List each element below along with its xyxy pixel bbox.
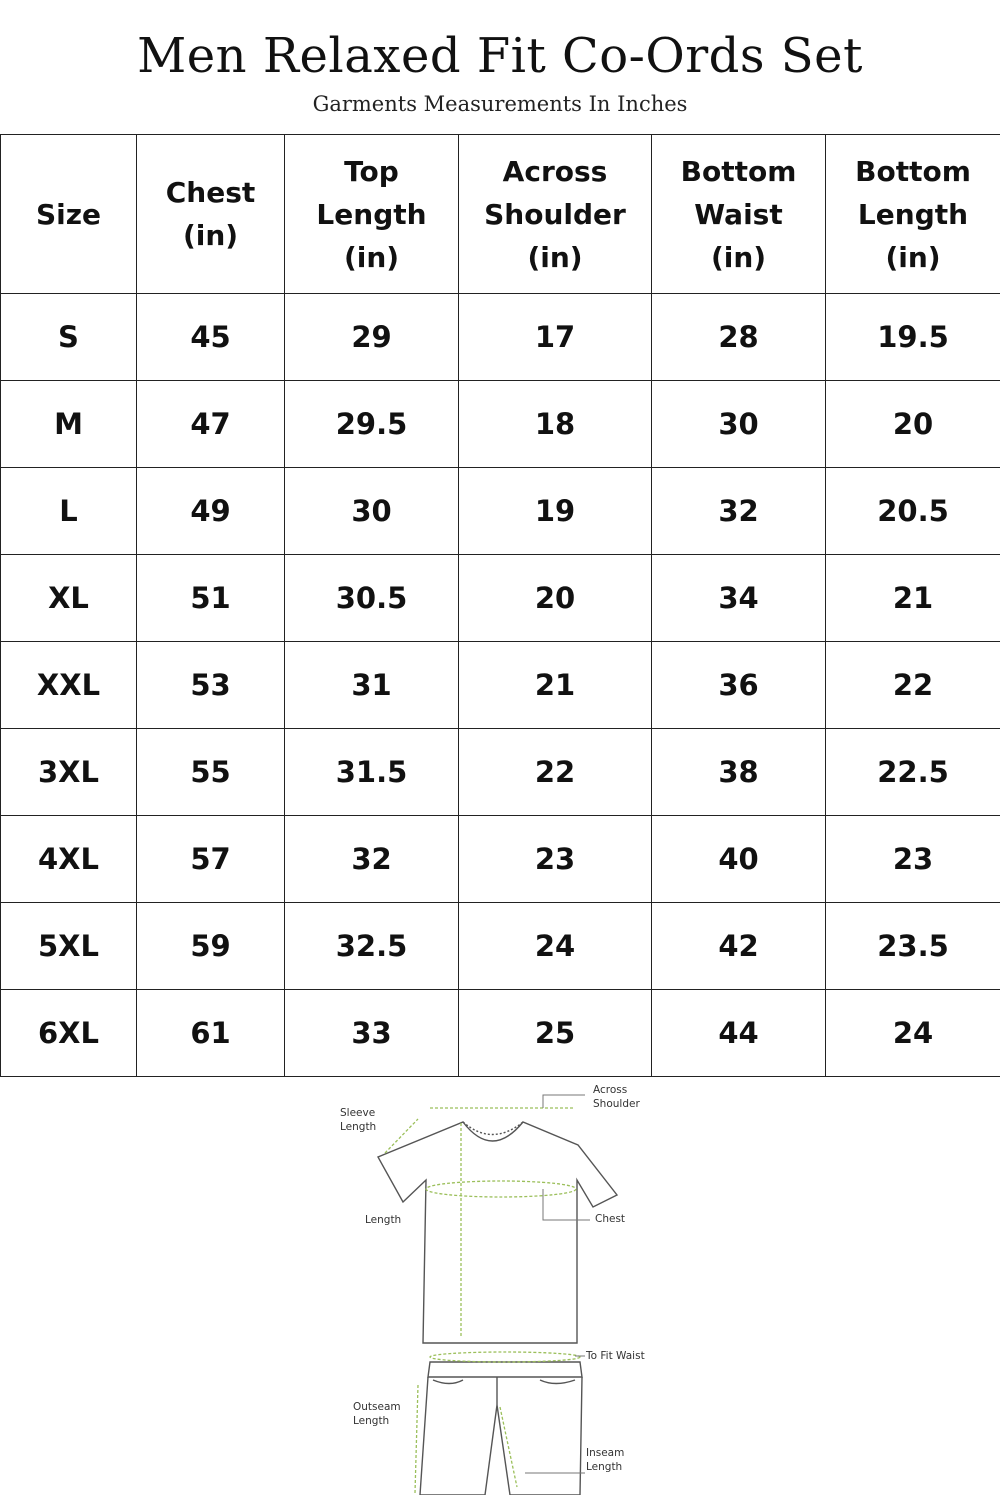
table-row	[1, 555, 1000, 642]
measurement-cell: 29.5	[285, 381, 459, 468]
size-cell: XL	[1, 555, 137, 642]
shorts-drawing	[420, 1362, 582, 1495]
measurement-cell: 31	[285, 642, 459, 729]
table-row	[1, 468, 1000, 555]
measurement-cell: 47	[137, 381, 285, 468]
measurement-cell: 30.5	[285, 555, 459, 642]
measurement-cell: 34	[652, 555, 826, 642]
measurement-cell: 22.5	[826, 729, 1000, 816]
measurement-cell: 25	[459, 990, 652, 1077]
measurement-cell: 40	[652, 816, 826, 903]
column-header-line: (in)	[182, 219, 239, 252]
size-cell: 3XL	[1, 729, 137, 816]
measurement-cell: 38	[652, 729, 826, 816]
column-header-line: (in)	[710, 240, 767, 274]
measurement-cell: 23.5	[826, 903, 1000, 990]
measurement-cell: 32	[285, 816, 459, 903]
measurement-cell: 21	[826, 555, 1000, 642]
size-chart-table	[0, 134, 1000, 1077]
size-cell: L	[1, 468, 137, 555]
measurement-cell: 32.5	[285, 903, 459, 990]
table-row	[1, 381, 1000, 468]
measurement-cell: 59	[137, 903, 285, 990]
column-header-line: Top Length	[316, 154, 427, 231]
measurement-cell: 23	[459, 816, 652, 903]
table-row	[1, 990, 1000, 1077]
column-header	[137, 135, 285, 294]
measurement-cell: 33	[285, 990, 459, 1077]
column-header-line: Waist	[694, 197, 783, 231]
measurement-cell: 57	[137, 816, 285, 903]
column-header-line: Length	[857, 197, 969, 231]
tshirt-drawing	[378, 1122, 617, 1343]
label-sleeve-length-1: Sleeve	[340, 1107, 376, 1119]
measurement-cell: 19.5	[826, 294, 1000, 381]
garment-illustration	[285, 1075, 675, 1495]
measurement-cell: 22	[459, 729, 652, 816]
measurement-cell: 29	[285, 294, 459, 381]
column-header-line: (in)	[343, 240, 400, 274]
table-header-row	[1, 135, 1000, 294]
size-cell: 4XL	[1, 816, 137, 903]
measurement-cell: 31.5	[285, 729, 459, 816]
column-header	[1, 135, 137, 294]
measurement-cell: 30	[285, 468, 459, 555]
table-row	[1, 642, 1000, 729]
measurement-cell: 55	[137, 729, 285, 816]
label-length: Length	[365, 1214, 402, 1226]
measurement-cell: 24	[826, 990, 1000, 1077]
column-header-line: Across	[502, 154, 608, 188]
column-header-line: Bottom	[855, 154, 971, 188]
measurement-cell: 20.5	[826, 468, 1000, 555]
measurement-cell: 21	[459, 642, 652, 729]
column-header	[652, 135, 826, 294]
measurement-cell: 19	[459, 468, 652, 555]
column-header-line: Chest	[165, 176, 256, 209]
page-subtitle: Garments Measurements In Inches	[312, 92, 688, 116]
measurement-diagram	[285, 1075, 675, 1495]
label-inseam-length-2: Length	[586, 1461, 623, 1473]
measurement-cell: 22	[826, 642, 1000, 729]
measurement-cell: 23	[826, 816, 1000, 903]
measurement-cell: 42	[652, 903, 826, 990]
measure-lines	[385, 1108, 580, 1493]
measurement-cell: 30	[652, 381, 826, 468]
column-header-line: Shoulder (in)	[484, 197, 626, 274]
label-inseam-length-1: Inseam	[586, 1447, 625, 1459]
label-across-shoulder-1: Across	[593, 1084, 628, 1096]
measurement-cell: 20	[826, 381, 1000, 468]
label-outseam-length-2: Length	[353, 1415, 390, 1427]
column-header	[826, 135, 1000, 294]
column-header-line: (in)	[885, 240, 941, 274]
measurement-cell: 17	[459, 294, 652, 381]
table-body	[1, 294, 1000, 1077]
measurement-cell: 32	[652, 468, 826, 555]
pointer-lines	[525, 1095, 590, 1473]
size-cell: XXL	[1, 642, 137, 729]
column-header-line: Bottom	[680, 154, 797, 188]
table-row	[1, 816, 1000, 903]
label-sleeve-length-2: Length	[340, 1121, 377, 1133]
measurement-cell: 20	[459, 555, 652, 642]
size-cell: 5XL	[1, 903, 137, 990]
measurement-cell: 53	[137, 642, 285, 729]
column-header	[459, 135, 652, 294]
label-across-shoulder-2: Shoulder	[593, 1098, 640, 1110]
size-cell: M	[1, 381, 137, 468]
label-chest: Chest	[595, 1213, 626, 1225]
measurement-cell: 28	[652, 294, 826, 381]
label-outseam-length-1: Outseam	[353, 1401, 401, 1413]
column-header-line: Size	[35, 197, 102, 231]
measurement-cell: 45	[137, 294, 285, 381]
measurement-cell: 36	[652, 642, 826, 729]
measurement-cell: 44	[652, 990, 826, 1077]
column-header	[285, 135, 459, 294]
label-to-fit-waist: To Fit Waist	[586, 1350, 645, 1362]
table-row	[1, 903, 1000, 990]
table-row	[1, 294, 1000, 381]
measurement-cell: 24	[459, 903, 652, 990]
measurement-cell: 51	[137, 555, 285, 642]
size-cell: S	[1, 294, 137, 381]
measurement-cell: 61	[137, 990, 285, 1077]
size-cell: 6XL	[1, 990, 137, 1077]
page-title: Men Relaxed Fit Co-Ords Set	[137, 28, 863, 84]
measurement-cell: 49	[137, 468, 285, 555]
measurement-cell: 18	[459, 381, 652, 468]
table-row	[1, 729, 1000, 816]
